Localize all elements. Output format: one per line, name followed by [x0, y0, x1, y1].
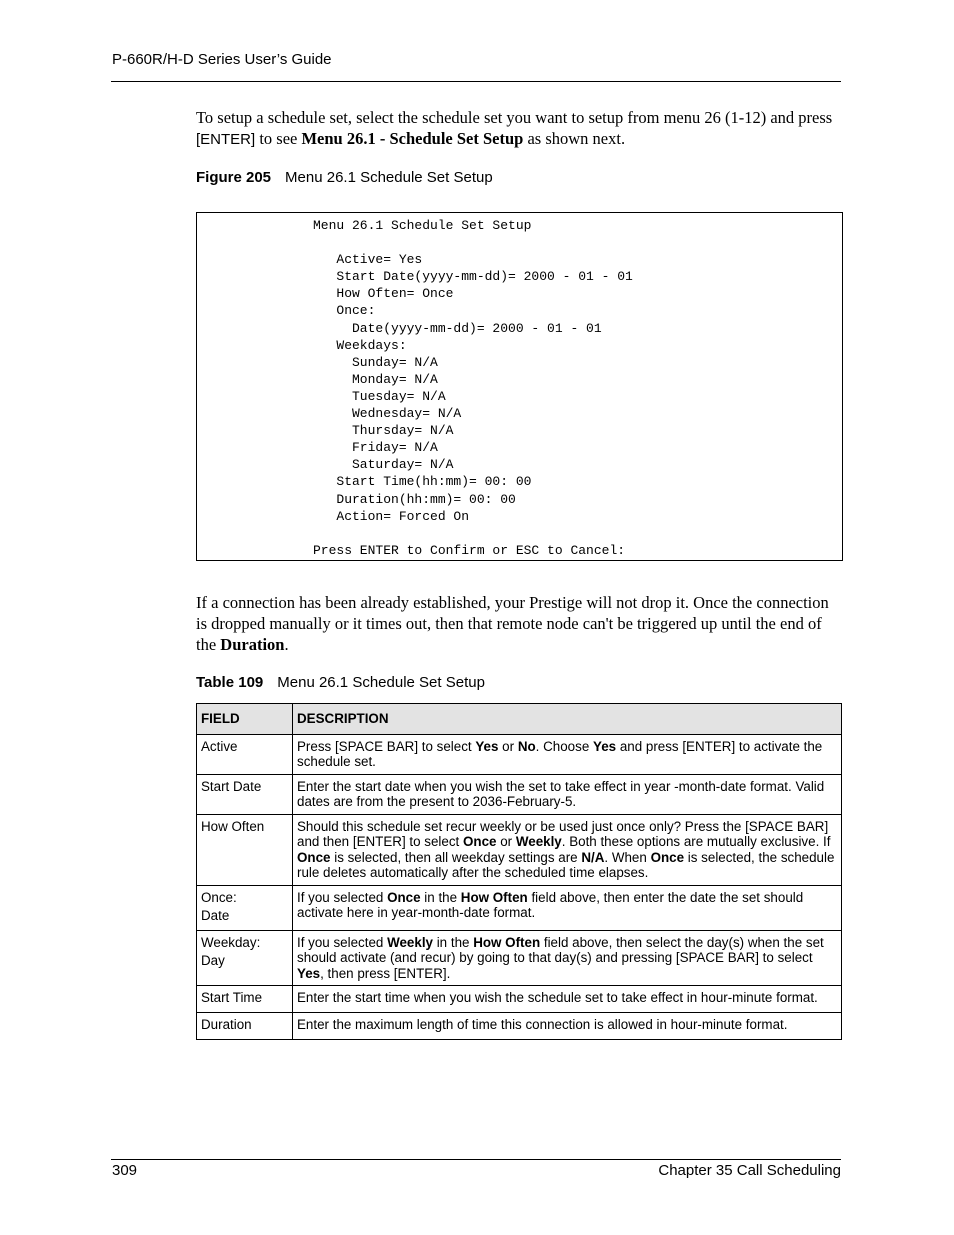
- description-bold-term: Once: [650, 849, 685, 865]
- terminal-line: Tuesday= N/A: [313, 388, 446, 404]
- field-name: Active: [201, 738, 238, 754]
- intro-text-1: To setup a schedule set, select the schedule set you want to setup from menu 26 (1-12) and press: [196, 108, 833, 127]
- page-number: 309: [112, 1162, 138, 1179]
- description-cell: [293, 1013, 842, 1040]
- terminal-line: Press ENTER to Confirm or ESC to Cancel:: [313, 542, 626, 558]
- description-bold-term: Weekly: [515, 834, 562, 849]
- description-text: Should this schedule set recur weekly or be used just once only? Press the [SPACE BAR] and then [ENTER] to select: [297, 818, 829, 849]
- terminal-line: Duration(hh:mm)= 00: 00: [313, 491, 516, 507]
- terminal-line: Start Date(yyyy-mm-dd)= 2000 - 01 - 01: [313, 269, 633, 285]
- description-bold-term: Once: [387, 889, 421, 905]
- terminal-line: Friday= N/A: [313, 440, 438, 456]
- field-cell: [197, 930, 293, 986]
- intro-paragraph: [196, 107, 836, 150]
- description-text: Enter the maximum length of time this connection is allowed in hour-minute format.: [297, 1017, 788, 1032]
- description-cell: [293, 885, 842, 930]
- page-header-title: P-660R/H-D Series User’s Guide: [112, 51, 332, 68]
- description-cell: [293, 734, 842, 774]
- description-text: Press [SPACE BAR] to select: [297, 738, 476, 754]
- table-row: [197, 774, 842, 814]
- intro-text-2: to see: [255, 129, 302, 148]
- field-cell: [197, 1013, 293, 1040]
- terminal-line: Saturday= N/A: [313, 457, 454, 473]
- field-name: How Often: [201, 818, 265, 834]
- description-cell: [293, 814, 842, 885]
- description-bold-term: Yes: [475, 738, 499, 754]
- fields-table: [196, 703, 842, 1040]
- description-text: is selected, then all weekday settings are: [330, 849, 582, 865]
- terminal-line: Date(yyyy-mm-dd)= 2000 - 01 - 01: [313, 320, 602, 336]
- description-bold-term: Weekly: [387, 934, 433, 950]
- field-cell: [197, 774, 293, 814]
- field-name: Start Date: [201, 778, 262, 794]
- description-bold-term: Yes: [593, 738, 617, 754]
- chapter-title: Chapter 35 Call Scheduling: [658, 1162, 841, 1179]
- table-label: Table 109: [196, 674, 264, 691]
- terminal-line: How Often= Once: [313, 286, 454, 302]
- intro-enter-key: [ENTER]: [196, 131, 256, 148]
- table-row: [197, 986, 842, 1013]
- table-row: [197, 1013, 842, 1040]
- description-text: and press [ENTER] to activate the schedule set.: [297, 738, 823, 769]
- description-cell: [293, 774, 842, 814]
- description-text: . When: [604, 849, 651, 865]
- description-bold-term: How Often: [460, 889, 528, 905]
- table-row: [197, 930, 842, 986]
- table-row: [197, 734, 842, 774]
- description-bold-term: Once: [297, 849, 331, 865]
- description-bold-term: N/A: [581, 849, 605, 865]
- terminal-line: Wednesday= N/A: [313, 406, 462, 422]
- terminal-line: Start Time(hh:mm)= 00: 00: [313, 474, 532, 490]
- field-name: Once:: [201, 889, 237, 905]
- description-bold-term: How Often: [473, 934, 541, 950]
- table-caption: [196, 674, 485, 691]
- field-name: Start Time: [201, 990, 263, 1005]
- figure-label: Figure 205: [196, 169, 272, 186]
- description-text: Enter the start time when you wish the schedule set to take effect in hour-minute format.: [297, 990, 818, 1005]
- description-text: or: [498, 738, 518, 754]
- duration-paragraph-text: If a connection has been already established, your Prestige will not drop it. Once the connection is dropped manually or it times out, then that remote node can't be triggered up until the end of the: [196, 593, 829, 654]
- table-header-row: [197, 704, 842, 735]
- description-text: . Both these options are mutually exclusive. If: [561, 834, 831, 849]
- terminal-line: Active= Yes: [313, 252, 423, 268]
- table-row: [197, 885, 842, 930]
- table-row: [197, 814, 842, 885]
- terminal-line: Once:: [313, 303, 376, 319]
- description-text: If you selected: [297, 934, 388, 950]
- terminal-line: Menu 26.1 Schedule Set Setup: [313, 218, 532, 233]
- description-text: If you selected: [297, 889, 388, 905]
- terminal-line: Sunday= N/A: [313, 354, 438, 370]
- table-title: Menu 26.1 Schedule Set Setup: [277, 674, 485, 691]
- field-cell: [197, 986, 293, 1013]
- description-text: field above, then enter the date the set should activate here in year-month-date format.: [297, 889, 804, 920]
- description-text: , then press [ENTER].: [320, 965, 451, 981]
- field-name: Weekday:: [201, 934, 261, 950]
- header-field: FIELD: [197, 704, 293, 735]
- description-text: in the: [420, 889, 461, 905]
- description-cell: [293, 986, 842, 1013]
- description-text: in the: [432, 934, 474, 950]
- terminal-line: Weekdays:: [313, 337, 407, 353]
- intro-menu-name: Menu 26.1 - Schedule Set Setup: [301, 129, 524, 148]
- field-name: Duration: [201, 1017, 252, 1032]
- field-cell: [197, 814, 293, 885]
- terminal-screen: [196, 212, 843, 561]
- description-text: is selected, the schedule rule deletes automatically after the scheduled time elapses.: [297, 849, 835, 880]
- footer-rule: [111, 1159, 841, 1160]
- header-rule: [111, 81, 841, 82]
- description-text: field above, then select the day(s) when the set should activate (and recur) by going to that day(s) and pressing [SPACE BAR] to select: [297, 934, 824, 965]
- duration-paragraph-end: .: [284, 635, 289, 654]
- description-bold-term: Once: [462, 834, 497, 849]
- field-cell: [197, 734, 293, 774]
- intro-text-3: as shown next.: [523, 129, 626, 148]
- description-bold-term: Yes: [297, 965, 321, 981]
- terminal-text: [313, 217, 633, 559]
- terminal-line: Monday= N/A: [313, 371, 438, 387]
- description-cell: [293, 930, 842, 986]
- duration-paragraph: [196, 592, 836, 655]
- description-text: Enter the start date when you wish the set to take effect in year -month-date format. Valid dates are from the present to 2036-February-5.: [297, 778, 825, 809]
- field-name: Day: [201, 952, 225, 968]
- duration-term: Duration: [220, 635, 285, 654]
- description-bold-term: No: [517, 738, 536, 754]
- terminal-line: Action= Forced On: [313, 508, 470, 524]
- terminal-line: Thursday= N/A: [313, 423, 454, 439]
- field-name: Date: [201, 907, 230, 923]
- figure-title: Menu 26.1 Schedule Set Setup: [285, 169, 493, 186]
- header-description: DESCRIPTION: [293, 704, 842, 735]
- figure-caption: [196, 169, 493, 186]
- description-text: or: [496, 834, 516, 849]
- description-text: . Choose: [535, 738, 593, 754]
- field-cell: [197, 885, 293, 930]
